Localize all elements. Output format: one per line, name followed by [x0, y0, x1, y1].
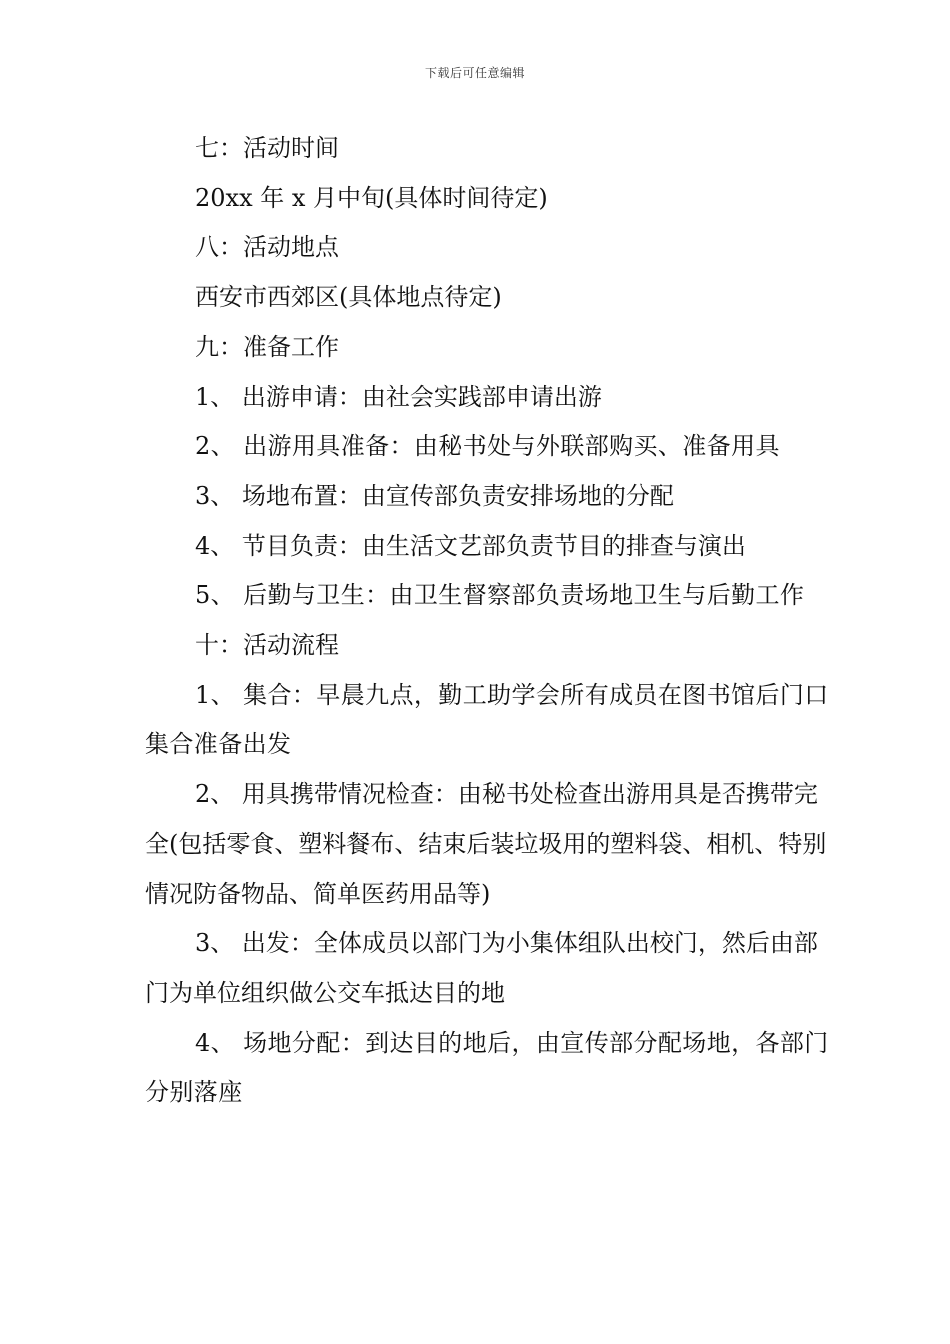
list-item-process-2: 2、 用具携带情况检查：由秘书处检查出游用具是否携带完全(包括零食、塑料餐布、结束后装垃圾用的塑料袋、相机、特别情况防备物品、简单医药用品等) [145, 780, 827, 908]
paragraph-location: 西安市西郊区(具体地点待定) [195, 283, 502, 312]
section-heading-location: 八：活动地点 [195, 233, 339, 262]
list-item-process-4: 4、 场地分配：到达目的地后，由宣传部分配场地，各部门分别落座 [145, 1028, 829, 1107]
section-heading-process: 十：活动流程 [195, 631, 339, 660]
list-item-preparation-4: 4、 节目负责：由生活文艺部负责节目的排查与演出 [195, 531, 746, 560]
paragraph-time: 20xx 年 x 月中旬(具体时间待定) [195, 183, 548, 212]
section-heading-preparation: 九：准备工作 [195, 332, 339, 361]
section-heading-time: 七：活动时间 [195, 134, 339, 162]
page-header: 下载后可任意编辑 [424, 66, 525, 80]
list-item-process-3: 3、 出发：全体成员以部门为小集体组队出校门，然后由部门为单位组织做公交车抵达目的地 [145, 929, 818, 1007]
list-item-process-1: 1、 集合：早晨九点，勤工助学会所有成员在图书馆后门口集合准备出发 [145, 680, 829, 759]
list-item-preparation-3: 3、 场地布置：由宣传部负责安排场地的分配 [195, 481, 674, 510]
document-body [145, 124, 835, 1118]
list-item-preparation-1: 1、 出游申请：由社会实践部申请出游 [195, 382, 602, 411]
list-item-preparation-5: 5、 后勤与卫生：由卫生督察部负责场地卫生与后勤工作 [195, 581, 805, 610]
list-item-preparation-2: 2、 出游用具准备：由秘书处与外联部购买、准备用具 [195, 432, 780, 461]
